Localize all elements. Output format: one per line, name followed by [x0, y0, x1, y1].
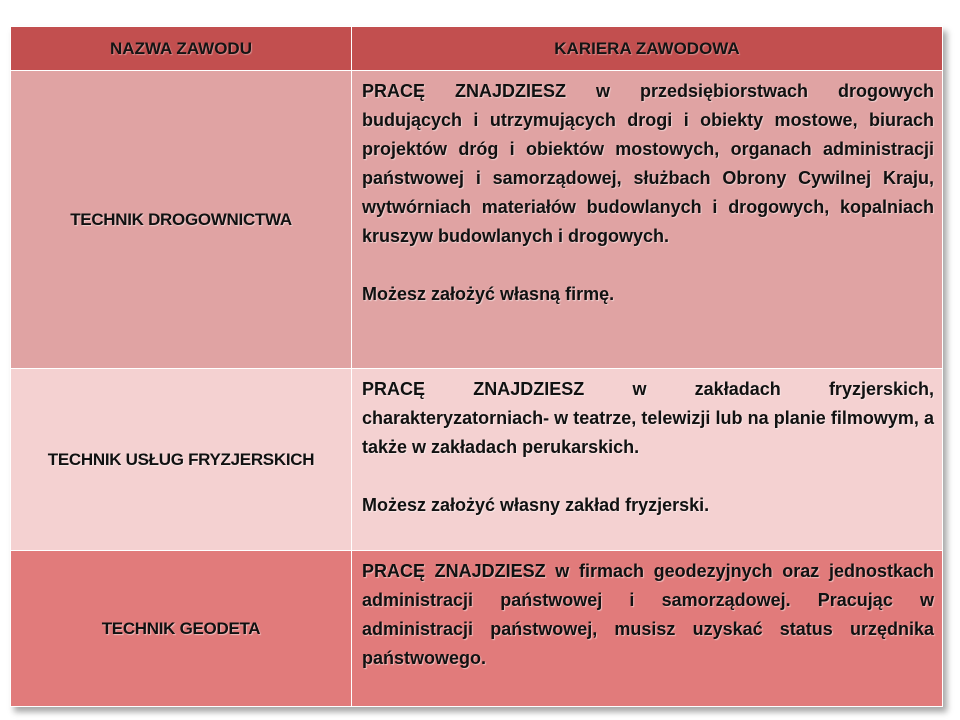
career-note: Możesz założyć własną firmę. — [362, 284, 615, 304]
header-career: KARIERA ZAWODOWA — [352, 27, 943, 71]
career-description — [352, 369, 943, 551]
career-paragraph: PRACĘ ZNAJDZIESZ w przedsiębiorstwach drogowych budujących i utrzymujących drogi i obiekty mostowe, biurach projektów dróg i obiektów mostowych, organach administracji państwowej i samorządowej, służbach Obrony Cywilnej Kraju, wytwórniach materiałów budowlanych i drogowych, kopalniach kruszyw budowlanych i drogowych. — [362, 81, 934, 246]
career-table — [10, 26, 943, 707]
career-description — [352, 71, 943, 369]
profession-name: TECHNIK USŁUG FRYZJERSKICH — [11, 369, 352, 551]
profession-name: TECHNIK DROGOWNICTWA — [11, 71, 352, 369]
career-paragraph: PRACĘ ZNAJDZIESZ w zakładach fryzjerskich, charakteryzatorniach- w teatrze, telewizji lub na planie filmowym, a także w zakładach perukarskich. — [362, 379, 934, 457]
table-header-row — [11, 27, 943, 71]
career-paragraph: PRACĘ ZNAJDZIESZ w firmach geodezyjnych oraz jednostkach administracji państwowej i samorządowej. Pracując w administracji państwowej, musisz uzyskać status urzędnika państwowego. — [362, 561, 934, 668]
table-row — [11, 551, 943, 707]
profession-name: TECHNIK GEODETA — [11, 551, 352, 707]
table-row — [11, 369, 943, 551]
table-row — [11, 71, 943, 369]
career-note: Możesz założyć własny zakład fryzjerski. — [362, 495, 710, 515]
career-description — [352, 551, 943, 707]
header-profession-name: NAZWA ZAWODU — [11, 27, 352, 71]
